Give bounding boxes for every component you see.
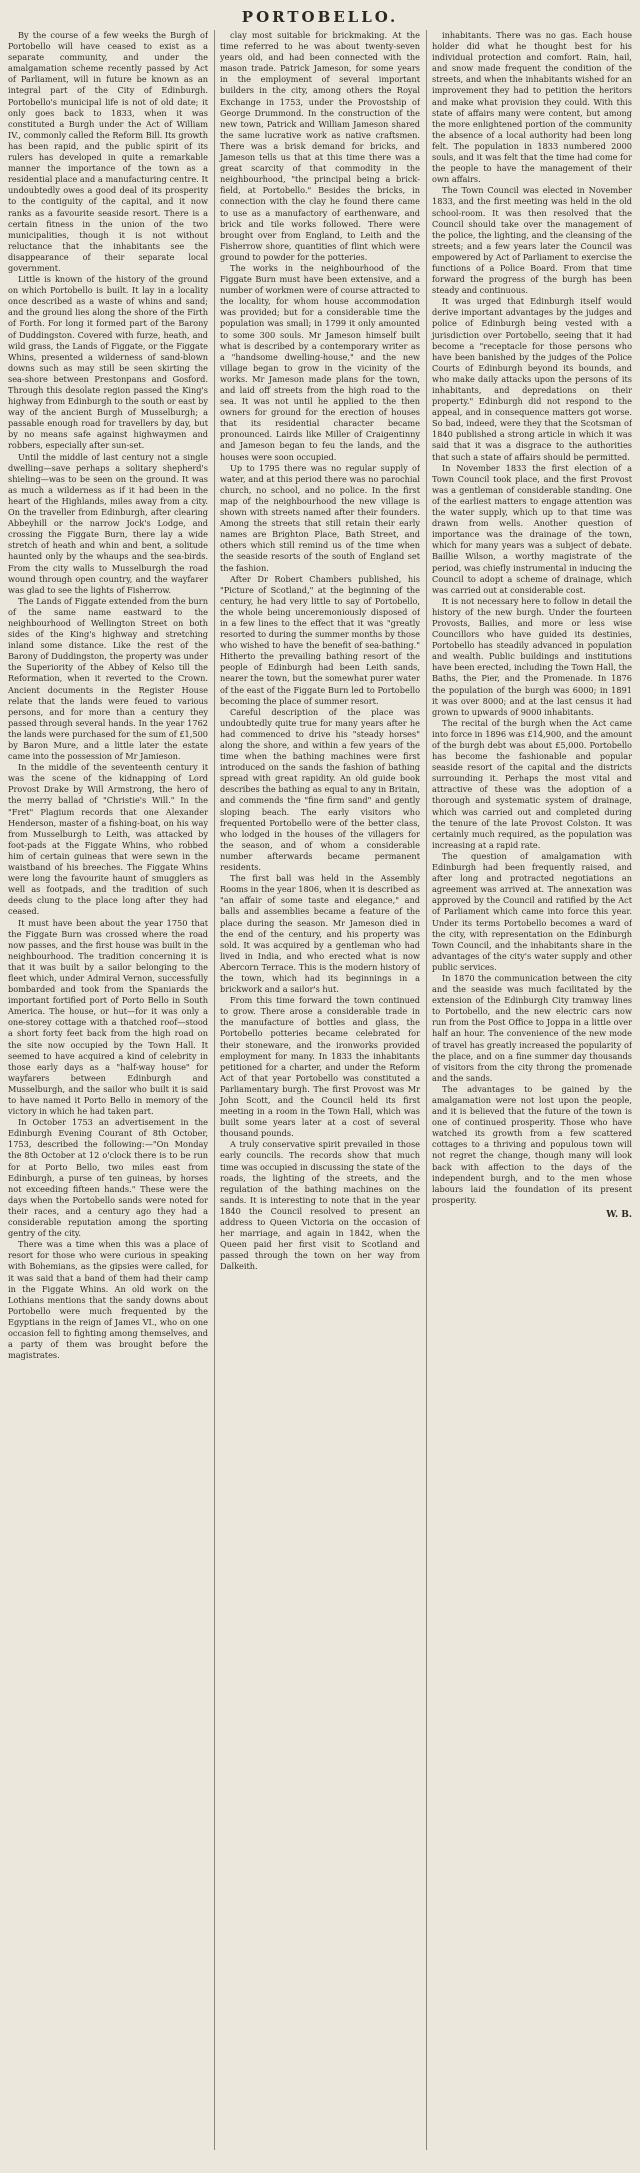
paragraph: The question of amalgamation with Edinburgh had been frequently raised, and after long and protracted negotiations an agreement was arrived at. The annexation was approved by the Council and ratified by the Act of Parliament which came into force this year. Under its terms Portobello becomes a ward of the city, with representation on the Edinburgh Town Council, and the inhabitants share in the advantages of the city's water supply and other public services. (432, 850, 632, 972)
paragraph: In the middle of the seventeenth century it was the scene of the kidnapping of Lord Provost Drake by Will Armstrong, the hero of the merry ballad of "Christie's Will." In the "Fret" Plagium records that one Alexander Henderson, master of a fishing-boat, on his way from Musselburgh to Leith, was attacked by foot-pads at the Figgate Whins, who robbed him of certain guineas that were sewn in the waistband of his breeches. The Figgate Whins were long the favourite haunt of smugglers as well as footpads, and the tradition of such deeds clung to the place long after they had ceased. (8, 762, 208, 917)
paragraph: There was a time when this was a place of resort for those who were curious in speaking with Bohemians, as the gipsies were called, for it was said that a band of them had their camp in the Figgate Whins. An old work on the Lothians mentions that the sandy downs about Portobello were much frequented by the Egyptians in the reign of James VI., who on one occasion fell to fighting among themselves, and a party of them was brought before the magistrates. (8, 1239, 208, 1361)
paragraph: A truly conservative spirit prevailed in those early councils. The records show that much time was occupied in discussing the state of the roads, the lighting of the streets, and the regulation of the bathing machines on the sands. It is interesting to note that in the year 1840 the Council resolved to present an address to Queen Victoria on the occasion of her marriage, and again in 1842, when the Queen paid her first visit to Scotland and passed through the town on her way from Dalkeith. (220, 1139, 420, 1272)
paragraph: From this time forward the town continued to grow. There arose a considerable trade in the manufacture of bottles and glass, the Portobello potteries became celebrated for their stoneware, and the ironworks provided employment for many. In 1833 the inhabitants petitioned for a charter, and under the Reform Act of that year Portobello was constituted a Parliamentary burgh. The first Provost was Mr John Scott, and the Council held its first meeting in a room in the Town Hall, which was built some years later at a cost of several thousand pounds. (220, 995, 420, 1139)
article-title: PORTOBELLO. (241, 8, 399, 26)
paragraph: Until the middle of last century not a single dwelling—save perhaps a solitary shepherd's shieling—was to be seen on the ground. It was as much a wilderness as if it had been in the heart of the Highlands, miles away from a city. On the traveller from Edinburgh, after clearing Abbeyhill or the narrow Jock's Lodge, and crossing the Figgate Burn, there lay a wide stretch of heath and whin and bent, a solitude haunted only by the whaups and the sea-birds. From the city walls to Musselburgh the road wound through open country, and the wayfarer was glad to see the lights of Fisherrow. (8, 451, 208, 595)
paragraph: By the course of a few weeks the Burgh of Portobello will have ceased to exist as a separate community, and under the amalgamation scheme recently passed by Act of Parliament, will in future be known as an integral part of the City of Edinburgh. Portobello's municipal life is not of old date; it only goes back to 1833, when it was constituted a Burgh under the Act of William IV., commonly called the Reform Bill. Its growth has been rapid, and the public spirit of its rulers has developed in quite a remarkable manner the importance of the town as a residential place and a manufacturing centre. It undoubtedly owes a good deal of its prosperity to the contiguity of the capital, and it now ranks as a favourite seaside resort. There is a certain fitness in the union of the two municipalities, though it is not without reluctance that the inhabitants see the disappearance of their separate local government. (8, 30, 208, 273)
column-2 (214, 30, 420, 2150)
paragraph: It is not necessary here to follow in detail the history of the new burgh. Under the fourteen Provosts, Bailies, and more or less wise Councillors who have guided its destinies, Portobello has steadily advanced in population and wealth. Public buildings and institutions have been erected, including the Town Hall, the Baths, the Pier, and the Promenade. In 1876 the population of the burgh was 6000; in 1891 it was over 8000; and at the last census it had grown to upwards of 9000 inhabitants. (432, 595, 632, 717)
paragraph: Careful description of the place was undoubtedly quite true for many years after he had commenced to drive his "steady horses" along the shore, and within a few years of the time when the bathing machines were first introduced on the sands the fashion of bathing spread with great rapidity. An old guide book describes the bathing as equal to any in Britain, and commends the "fine firm sand" and gently sloping beach. The early visitors who frequented Portobello were of the better class, who lodged in the houses of the villagers for the season, and of whom a considerable number afterwards became permanent residents. (220, 706, 420, 873)
paragraph: The Town Council was elected in November 1833, and the first meeting was held in the old school-room. It was then resolved that the Council should take over the management of the police, the lighting, and the cleansing of the streets; and a few years later the Council was empowered by Act of Parliament to exercise the functions of a Police Board. From that time forward the progress of the burgh has been steady and continuous. (432, 185, 632, 296)
paragraph: In October 1753 an advertisement in the Edinburgh Evening Courant of 8th October, 1753, described the following:—"On Monday the 8th October at 12 o'clock there is to be run for at Porto Bello, two miles east from Edinburgh, a purse of ten guineas, by horses not exceeding fifteen hands." These were the days when the Portobello sands were noted for their races, and a century ago they had a considerable reputation among the sporting gentry of the city. (8, 1117, 208, 1239)
paragraph: The advantages to be gained by the amalgamation were not lost upon the people, and it is believed that the future of the town is one of continued prosperity. Those who have watched its growth from a few scattered cottages to a thriving and populous town will not regret the change, though many will look back with affection to the days of the independent burgh, and to the men whose labours laid the foundation of its present prosperity. (432, 1083, 632, 1205)
paragraph: After Dr Robert Chambers published, his "Picture of Scotland," at the beginning of the century, he had very little to say of Portobello, the whole being unceremoniously disposed of in a few lines to the effect that it was "greatly resorted to during the summer months by those who wished to have the benefit of sea-bathing." Hitherto the prevailing bathing resort of the people of Edinburgh had been Leith sands, nearer the town, but the somewhat purer water of the east of the Figgate Burn led to Portobello becoming the place of summer resort. (220, 573, 420, 706)
paragraph: In 1870 the communication between the city and the seaside was much facilitated by the extension of the Edinburgh City tramway lines to Portobello, and the new electric cars now run from the Post Office to Joppa in a little over half an hour. The convenience of the new mode of travel has greatly increased the popularity of the place, and on a fine summer day thousands of visitors from the city throng the promenade and the sands. (432, 972, 632, 1083)
column-3 (426, 30, 632, 2150)
paragraph: The Lands of Figgate extended from the burn of the same name eastward to the neighbourhood of Wellington Street on both sides of the King's highway and stretching inland some distance. Like the rest of the Barony of Duddingston, the property was under the Superiority of the Abbey of Kelso till the Reformation, when it reverted to the Crown. Ancient documents in the Register House relate that the lands were feued to various persons, and for more than a century they passed through several hands. In the year 1762 the lands were purchased for the sum of £1,500 by Baron Mure, and a little later the estate came into the possession of Mr Jamieson. (8, 595, 208, 762)
paragraph: The first ball was held in the Assembly Rooms in the year 1806, when it is described as "an affair of some taste and elegance," and balls and assemblies became a feature of the place during the season. Mr Jameson died in the end of the century, and his property was sold. It was acquired by a gentleman who had lived in India, and who erected what is now Abercorn Terrace. This is the modern history of the town, which had its beginnings in a brickwork and a sailor's hut. (220, 873, 420, 995)
column-1 (8, 30, 208, 2150)
paragraph: clay most suitable for brickmaking. At the time referred to he was about twenty-seven years old, and had been connected with the mason trade. Patrick Jameson, for some years in the employment of several important builders in the city, among others the Royal Exchange in 1753, under the Provostship of George Drummond. In the construction of the new town, Patrick and William Jameson shared the same lucrative work as native craftsmen. There was a brisk demand for bricks, and Jameson tells us that at this time there was a great scarcity of that commodity in the neighbourhood, "the principal being a brick-field, at Portobello." Besides the bricks, in connection with the clay he found there came to use as a manufactory of earthenware, and brick and tile works followed. There were brought over from England, to Leith and the Fisherrow shore, quantities of flint which were ground to powder for the potteries. (220, 30, 420, 262)
article-columns (8, 30, 632, 2150)
paragraph: The recital of the burgh when the Act came into force in 1896 was £14,900, and the amount of the burgh debt was about £5,000. Portobello has become the fashionable and popular seaside resort of the capital and the districts surrounding it. Perhaps the most vital and attractive of these was the adoption of a thorough and systematic system of drainage, which was carried out and completed during the tenure of the late Provost Colston. It was certainly much required, as the population was increasing at a rapid rate. (432, 717, 632, 850)
paragraph: In November 1833 the first election of a Town Council took place, and the first Provost was a gentleman of considerable standing. One of the earliest matters to engage attention was the water supply, which up to that time was drawn from wells. Another question of importance was the drainage of the town, which for many years was a subject of debate. Baillie Wilson, a worthy magistrate of the period, was chiefly instrumental in inducing the Council to adopt a scheme of drainage, which was carried out at considerable cost. (432, 462, 632, 595)
paragraph: It must have been about the year 1750 that the Figgate Burn was crossed where the road now passes, and the first house was built in the neighbourhood. The tradition concerning it is that it was built by a sailor belonging to the fleet which, under Admiral Vernon, successfully bombarded and took from the Spaniards the important fortified port of Porto Bello in South America. The house, or hut—for it was only a one-storey cottage with a thatched roof—stood a short forty feet back from the high road on the site now occupied by the Town Hall. It seemed to have acquired a kind of celebrity in those early days as a "half-way house" for wayfarers between Edinburgh and Musselburgh, and the sailor who built it is said to have named it Porto Bello in memory of the victory in which he had taken part. (8, 917, 208, 1117)
paragraph: Up to 1795 there was no regular supply of water, and at this period there was no parochial church, no school, and no police. In the first map of the neighbourhood the new village is shown with streets named after their founders. Among the streets that still retain their early names are Brighton Place, Bath Street, and others which still remind us of the time when the seaside resorts of the south of England set the fashion. (220, 462, 420, 573)
paragraph: inhabitants. There was no gas. Each house holder did what he thought best for his individual protection and comfort. Rain, hail, and snow made frequent the condition of the streets, and when the inhabitants wished for an improvement they had to petition the heritors and make what provision they could. With this state of affairs many were content, but among the more enlightened portion of the community the absence of a local authority had been long felt. The population in 1833 numbered 2000 souls, and it was felt that the time had come for the people to have the management of their own affairs. (432, 30, 632, 185)
paragraph: Little is known of the history of the ground on which Portobello is built. It lay in a locality once described as a waste of whins and sand; and the ground lies along the shore of the Firth of Forth. For long it formed part of the Barony of Duddingston. Covered with furze, heath, and wild grass, the Lands of Figgate, or the Figgate Whins, presented a wilderness of sand-blown downs such as may still be seen skirting the sea-shore between Prestonpans and Gosford. Through this desolate region passed the King's highway from Edinburgh to the south or east by way of the ancient Burgh of Musselburgh; a passable enough road for travellers by day, but by no means safe against highwaymen and robbers, especially after sun-set. (8, 274, 208, 451)
author-signature: W. B. (606, 1209, 632, 1220)
paragraph: The works in the neighbourhood of the Figgate Burn must have been extensive, and a number of workmen were of course attracted to the locality, for whom house accommodation was provided; but for a considerable time the population was small; in 1799 it only amounted to some 300 souls. Mr Jameson himself built what is described by a contemporary writer as a "handsome dwelling-house," and the new village began to grow in the vicinity of the works. Mr Jameson made plans for the town, and laid off streets from the high road to the sea. It was not until he applied to the then owners for ground for the erection of houses that its residential character became pronounced. Lairds like Miller of Craigentinny and Jameson began to feu the lands, and the houses were soon occupied. (220, 262, 420, 462)
paragraph: It was urged that Edinburgh itself would derive important advantages by the judges and police of Edinburgh being vested with a jurisdiction over Portobello, seeing that it had become a "receptacle for those persons who have been banished by the judges of the Police Courts of Edinburgh beyond its bounds, and who make daily attacks upon the persons of its inhabitants, and depredations on their property." Edinburgh did not respond to the appeal, and in consequence matters got worse. So bad, indeed, were they that the Scotsman of 1840 published a strong article in which it was said that it was a disgrace to the authorities that such a state of affairs should be permitted. (432, 296, 632, 462)
